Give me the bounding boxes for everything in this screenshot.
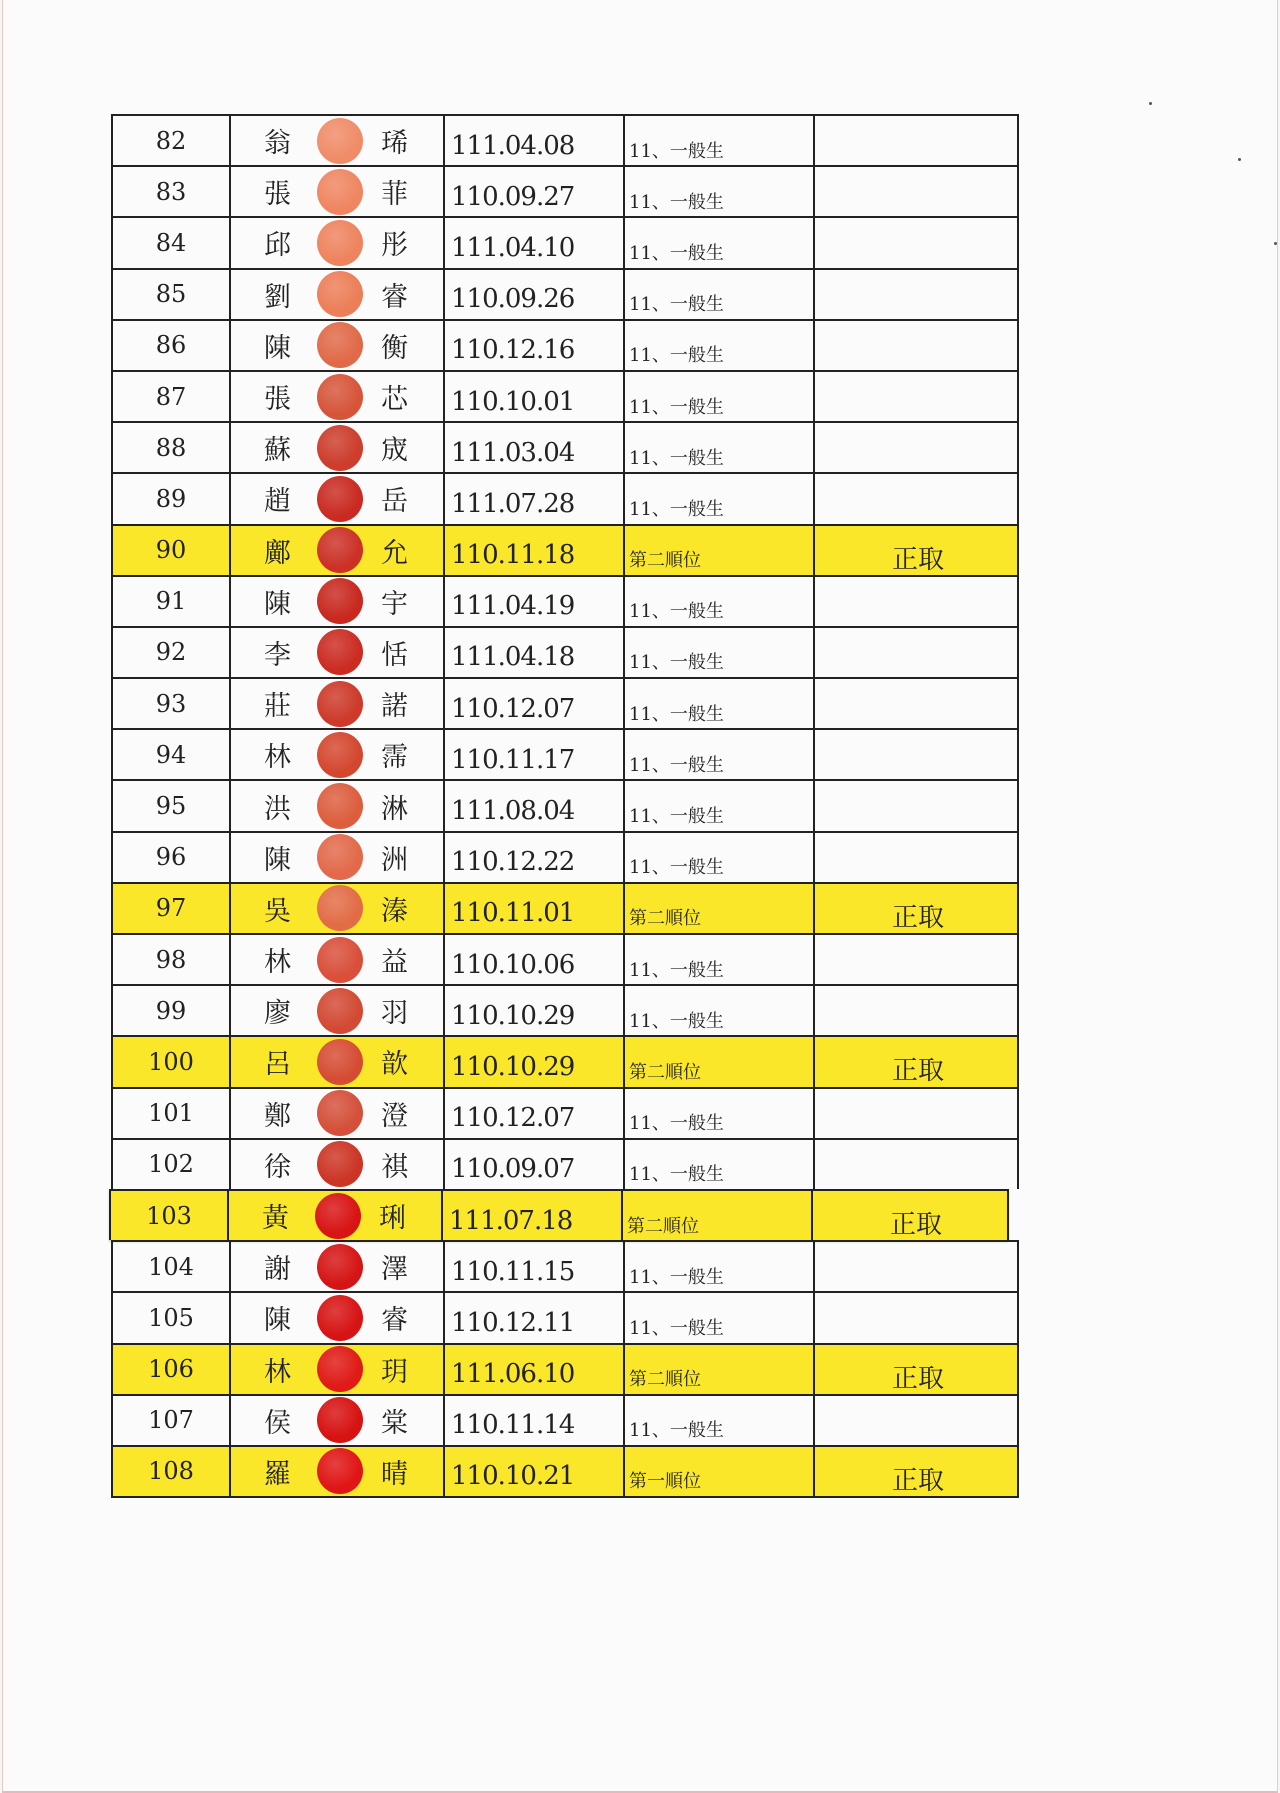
category: 11、一般生	[625, 679, 815, 728]
birth-date: 110.12.07	[445, 1089, 625, 1138]
birth-date: 110.10.29	[445, 986, 625, 1035]
redaction-sticker	[317, 476, 363, 522]
name-cell	[231, 1140, 445, 1189]
table-row	[111, 1343, 1019, 1394]
category: 11、一般生	[625, 730, 815, 779]
row-number: 92	[113, 628, 231, 677]
category: 第二順位	[625, 1345, 815, 1394]
row-number: 100	[113, 1037, 231, 1086]
given-name: 淋	[381, 793, 410, 825]
birth-date: 111.03.04	[445, 423, 625, 472]
category: 11、一般生	[625, 321, 815, 370]
table-row	[111, 1445, 1019, 1498]
category: 11、一般生	[625, 1089, 815, 1138]
given-name: 晴	[381, 1458, 410, 1490]
row-number: 104	[113, 1242, 231, 1291]
birth-date: 110.11.18	[445, 526, 625, 575]
category: 第一順位	[625, 1447, 815, 1496]
document-page	[2, 0, 1278, 1793]
surname: 呂	[264, 1049, 293, 1081]
birth-date: 111.08.04	[445, 781, 625, 830]
redaction-sticker	[317, 118, 363, 164]
given-name: 睿	[381, 1305, 410, 1337]
birth-date: 110.10.06	[445, 935, 625, 984]
name-cell	[231, 1242, 445, 1291]
redaction-sticker	[317, 1244, 363, 1290]
name-cell	[231, 986, 445, 1035]
surname: 陳	[264, 332, 293, 364]
row-number: 98	[113, 935, 231, 984]
table-row	[111, 626, 1019, 677]
name-cell	[231, 577, 445, 626]
category: 11、一般生	[625, 577, 815, 626]
redaction-sticker	[315, 1193, 361, 1239]
admission-result	[815, 1140, 1021, 1189]
row-number: 108	[113, 1447, 231, 1496]
name-cell	[231, 833, 445, 882]
surname: 莊	[264, 691, 293, 723]
row-number: 86	[113, 321, 231, 370]
redaction-sticker	[317, 1346, 363, 1392]
surname: 林	[264, 742, 293, 774]
table-row	[111, 370, 1019, 421]
surname: 張	[264, 384, 293, 416]
birth-date: 110.11.17	[445, 730, 625, 779]
birth-date: 110.11.14	[445, 1396, 625, 1445]
birth-date: 110.09.27	[445, 167, 625, 216]
given-name: 琍	[379, 1203, 408, 1235]
redaction-sticker	[317, 1090, 363, 1136]
redaction-sticker	[317, 1039, 363, 1085]
birth-date: 111.04.08	[445, 116, 625, 165]
row-number: 89	[113, 474, 231, 523]
category: 11、一般生	[625, 116, 815, 165]
name-cell	[231, 372, 445, 421]
category: 11、一般生	[625, 1242, 815, 1291]
table-row	[111, 1138, 1019, 1189]
birth-date: 110.12.11	[445, 1293, 625, 1342]
redaction-sticker	[317, 220, 363, 266]
admission-result	[815, 833, 1021, 882]
surname: 洪	[264, 793, 293, 825]
category: 11、一般生	[625, 628, 815, 677]
category: 11、一般生	[625, 1396, 815, 1445]
surname: 林	[264, 947, 293, 979]
birth-date: 111.04.10	[445, 218, 625, 267]
redaction-sticker	[317, 271, 363, 317]
name-cell	[231, 270, 445, 319]
given-name: 恬	[381, 639, 410, 671]
given-name: 允	[381, 537, 410, 569]
row-number: 94	[113, 730, 231, 779]
admission-result	[815, 474, 1021, 523]
admission-result: 正取	[891, 1363, 944, 1394]
admission-result	[815, 1242, 1021, 1291]
surname: 李	[264, 639, 293, 671]
table-row	[111, 882, 1019, 933]
redaction-sticker	[317, 732, 363, 778]
category: 11、一般生	[625, 986, 815, 1035]
row-number: 103	[111, 1191, 229, 1240]
category: 第二順位	[625, 1037, 815, 1086]
paper-speck	[1274, 242, 1277, 245]
category: 11、一般生	[625, 833, 815, 882]
surname: 鄭	[264, 1100, 293, 1132]
given-name: 琋	[381, 128, 410, 160]
row-number: 99	[113, 986, 231, 1035]
redaction-sticker	[317, 783, 363, 829]
row-number: 82	[113, 116, 231, 165]
birth-date: 110.12.22	[445, 833, 625, 882]
given-name: 溱	[381, 895, 410, 927]
given-name: 澤	[381, 1254, 410, 1286]
table-row	[111, 984, 1019, 1035]
given-name: 菲	[381, 179, 410, 211]
redaction-sticker	[317, 578, 363, 624]
admission-roster-table	[111, 114, 1019, 1498]
name-cell	[231, 884, 445, 933]
category: 11、一般生	[625, 1140, 815, 1189]
category: 11、一般生	[625, 270, 815, 319]
table-row	[111, 472, 1019, 523]
row-number: 95	[113, 781, 231, 830]
surname: 謝	[264, 1254, 293, 1286]
given-name: 宇	[381, 588, 410, 620]
admission-result: 正取	[891, 544, 944, 575]
given-name: 霈	[381, 742, 410, 774]
surname: 侯	[264, 1407, 293, 1439]
birth-date: 111.07.28	[445, 474, 625, 523]
given-name: 芯	[381, 384, 410, 416]
row-number: 106	[113, 1345, 231, 1394]
admission-result	[815, 218, 1021, 267]
category: 11、一般生	[625, 218, 815, 267]
name-cell	[231, 935, 445, 984]
table-row	[111, 779, 1019, 830]
row-number: 83	[113, 167, 231, 216]
table-row	[111, 677, 1019, 728]
name-cell	[231, 423, 445, 472]
surname: 廖	[264, 998, 293, 1030]
row-number: 93	[113, 679, 231, 728]
row-number: 96	[113, 833, 231, 882]
admission-result	[815, 423, 1021, 472]
admission-result	[815, 321, 1021, 370]
table-row	[111, 1035, 1019, 1086]
admission-result	[815, 577, 1021, 626]
admission-result: 正取	[891, 1465, 944, 1496]
table-row	[111, 1394, 1019, 1445]
name-cell	[231, 1293, 445, 1342]
admission-result	[815, 679, 1021, 728]
category: 11、一般生	[625, 372, 815, 421]
surname: 劉	[264, 281, 293, 313]
birth-date: 110.10.01	[445, 372, 625, 421]
admission-result: 正取	[891, 902, 944, 933]
birth-date: 111.06.10	[445, 1345, 625, 1394]
given-name: 宬	[381, 435, 410, 467]
given-name: 岳	[381, 486, 410, 518]
admission-result	[815, 167, 1021, 216]
row-number: 105	[113, 1293, 231, 1342]
paper-speck	[1149, 102, 1152, 105]
name-cell	[231, 628, 445, 677]
table-row	[111, 114, 1019, 165]
surname: 陳	[264, 588, 293, 620]
given-name: 羽	[381, 998, 410, 1030]
redaction-sticker	[317, 374, 363, 420]
given-name: 洲	[381, 844, 410, 876]
given-name: 益	[381, 947, 410, 979]
birth-date: 110.11.01	[445, 884, 625, 933]
row-number: 97	[113, 884, 231, 933]
surname: 吳	[264, 895, 293, 927]
name-cell	[231, 167, 445, 216]
name-cell	[231, 1345, 445, 1394]
paper-speck	[1238, 158, 1241, 161]
given-name: 諾	[381, 691, 410, 723]
name-cell	[231, 1037, 445, 1086]
name-cell	[231, 321, 445, 370]
admission-result: 正取	[891, 1056, 944, 1087]
birth-date: 110.12.16	[445, 321, 625, 370]
birth-date: 110.10.21	[445, 1447, 625, 1496]
given-name: 棠	[381, 1407, 410, 1439]
surname: 鄺	[264, 537, 293, 569]
row-number: 90	[113, 526, 231, 575]
name-cell	[231, 1396, 445, 1445]
birth-date: 111.04.18	[445, 628, 625, 677]
row-number: 85	[113, 270, 231, 319]
table-row	[111, 319, 1019, 370]
surname: 翁	[264, 128, 293, 160]
category: 11、一般生	[625, 1293, 815, 1342]
redaction-sticker	[317, 834, 363, 880]
birth-date: 110.11.15	[445, 1242, 625, 1291]
admission-result	[815, 935, 1021, 984]
given-name: 玥	[381, 1356, 410, 1388]
row-number: 84	[113, 218, 231, 267]
category: 11、一般生	[625, 167, 815, 216]
name-cell	[231, 474, 445, 523]
row-number: 87	[113, 372, 231, 421]
name-cell	[231, 116, 445, 165]
birth-date: 110.12.07	[445, 679, 625, 728]
table-row	[111, 524, 1019, 575]
table-row	[111, 575, 1019, 626]
name-cell	[231, 781, 445, 830]
surname: 黃	[262, 1203, 291, 1235]
table-row	[109, 1189, 1009, 1240]
table-row	[111, 216, 1019, 267]
redaction-sticker	[317, 988, 363, 1034]
row-number: 102	[113, 1140, 231, 1189]
given-name: 歆	[381, 1049, 410, 1081]
table-row	[111, 268, 1019, 319]
table-row	[111, 1087, 1019, 1138]
admission-result	[815, 372, 1021, 421]
birth-date: 110.09.26	[445, 270, 625, 319]
row-number: 107	[113, 1396, 231, 1445]
table-row	[111, 728, 1019, 779]
surname: 張	[264, 179, 293, 211]
surname: 羅	[264, 1458, 293, 1490]
redaction-sticker	[317, 937, 363, 983]
name-cell	[231, 1089, 445, 1138]
admission-result	[815, 986, 1021, 1035]
given-name: 睿	[381, 281, 410, 313]
given-name: 衡	[381, 332, 410, 364]
admission-result	[815, 1089, 1021, 1138]
birth-date: 110.09.07	[445, 1140, 625, 1189]
admission-result	[815, 270, 1021, 319]
category: 11、一般生	[625, 781, 815, 830]
redaction-sticker	[317, 1397, 363, 1443]
redaction-sticker	[317, 169, 363, 215]
category: 11、一般生	[625, 474, 815, 523]
category: 11、一般生	[625, 935, 815, 984]
redaction-sticker	[317, 1295, 363, 1341]
admission-result	[815, 116, 1021, 165]
given-name: 祺	[381, 1151, 410, 1183]
row-number: 101	[113, 1089, 231, 1138]
birth-date: 111.07.18	[443, 1191, 623, 1240]
redaction-sticker	[317, 681, 363, 727]
table-row	[111, 831, 1019, 882]
table-row	[111, 1240, 1019, 1291]
admission-result	[815, 730, 1021, 779]
category: 第二順位	[623, 1191, 813, 1240]
surname: 趙	[264, 486, 293, 518]
admission-result	[815, 628, 1021, 677]
surname: 陳	[264, 1305, 293, 1337]
birth-date: 111.04.19	[445, 577, 625, 626]
surname: 邱	[264, 230, 293, 262]
surname: 陳	[264, 844, 293, 876]
surname: 蘇	[264, 435, 293, 467]
name-cell	[231, 218, 445, 267]
surname: 徐	[264, 1151, 293, 1183]
given-name: 彤	[381, 230, 410, 262]
category: 第二順位	[625, 526, 815, 575]
name-cell	[231, 526, 445, 575]
category: 11、一般生	[625, 423, 815, 472]
given-name: 澄	[381, 1100, 410, 1132]
table-row	[111, 1291, 1019, 1342]
admission-result: 正取	[889, 1210, 942, 1241]
table-row	[111, 933, 1019, 984]
admission-result	[815, 1293, 1021, 1342]
table-row	[111, 421, 1019, 472]
category: 第二順位	[625, 884, 815, 933]
birth-date: 110.10.29	[445, 1037, 625, 1086]
admission-result	[815, 781, 1021, 830]
table-row	[111, 165, 1019, 216]
surname: 林	[264, 1356, 293, 1388]
name-cell	[231, 679, 445, 728]
row-number: 91	[113, 577, 231, 626]
redaction-sticker	[317, 527, 363, 573]
name-cell	[231, 1447, 445, 1496]
admission-result	[815, 1396, 1021, 1445]
redaction-sticker	[317, 425, 363, 471]
row-number: 88	[113, 423, 231, 472]
name-cell	[231, 730, 445, 779]
name-cell	[229, 1191, 443, 1240]
